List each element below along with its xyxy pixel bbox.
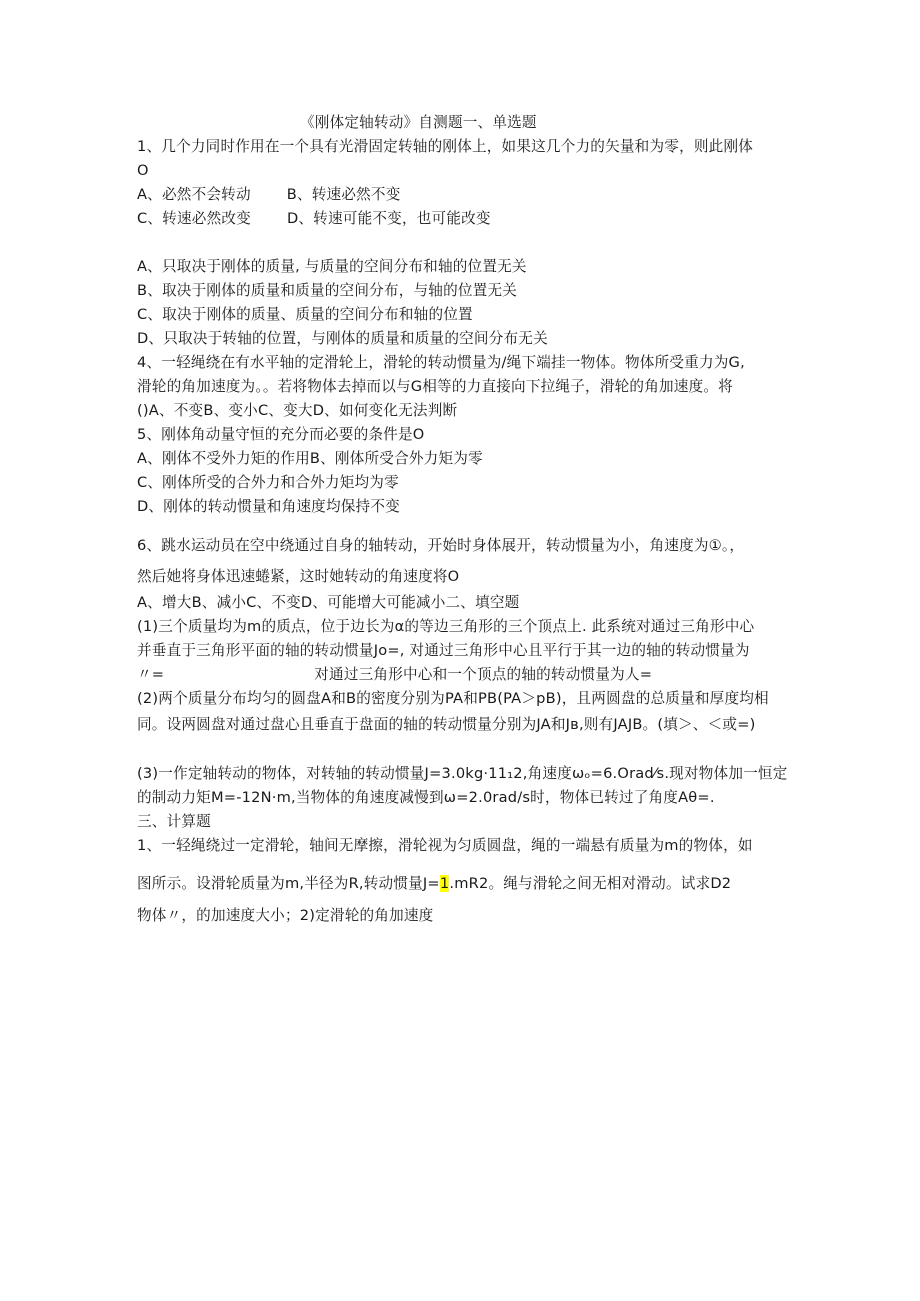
q5-option-c: C、刚体所受的合外力和合外力矩均为零	[137, 474, 399, 491]
q3-option-a: A、只取决于刚体的质量, 与质量的空间分布和轴的位置无关	[137, 258, 527, 275]
fill2-line-2: 同。设两圆盘对通过盘心且垂直于盘面的轴的转动惯量分别为JA和Jв,则有JAJB。(填＞、＜或=)	[137, 716, 756, 733]
fill1-line-2: 并垂直于三角形平面的轴的转动惯量Jo=, 对通过三角形中心且平行于其一边的轴的转动惯量为	[137, 642, 750, 659]
q5-option-d: D、刚体的转动惯量和角速度均保持不变	[137, 498, 400, 515]
calc1-line-2-post: .mR2。绳与滑轮之间无相对滑动。试求D2	[449, 875, 732, 892]
q4-line-3: ()A、不变B、变小C、变大D、如何变化无法判断	[137, 402, 458, 419]
q5-options-ab: A、刚体不受外力矩的作用B、刚体所受合外力矩为零	[137, 450, 483, 467]
q4-line-1: 4、一轻绳绕在有水平轴的定滑轮上，滑轮的转动惯量为/绳下端挂一物体。物体所受重力为G,	[137, 354, 745, 371]
q4-line-2: 滑轮的角加速度为。。若将物体去掉而以与G相等的力直接向下拉绳子，滑轮的角加速度。将	[137, 378, 733, 395]
q1-options-ab	[137, 185, 401, 205]
q1-options-cd	[137, 209, 491, 229]
q6-line-3: A、增大B、减小C、不变D、可能增大可能减小二、填空题	[137, 594, 520, 611]
fill3-line-1: (3)一作定轴转动的物体，对转轴的转动惯量J=3.0kg·11₁2,角速度ωₒ=6.Orad⁄s.现对物体加一恒定	[137, 765, 788, 782]
section-3-title: 三、计算题	[137, 813, 211, 830]
q6-line-1: 6、跳水运动员在空中绕通过自身的轴转动，开始时身体展开，转动惯量为小，角速度为①。，	[137, 537, 745, 554]
q3-option-c: C、取决于刚体的质量、质量的空间分布和轴的位置	[137, 306, 473, 323]
fill1-line-3-tail: 对通过三角形中心和一个顶点的轴的转动惯量为人=	[314, 666, 653, 683]
q6-line-2: 然后她将身体迅速蜷紧，这时她转动的角速度将O	[137, 568, 460, 585]
calc1-line-2	[137, 874, 731, 894]
q1-stem: 1、几个力同时作用在一个具有光滑固定转轴的刚体上，如果这几个力的矢量和为零，则此刚体	[137, 138, 754, 155]
fill3-line-2: 的制动力矩M=-12N·m,当物体的角速度减慢到ω=2.0rad/s时，物体已转过了角度Aθ=.	[137, 789, 715, 806]
q3-option-d: D、只取决于转轴的位置，与刚体的质量和质量的空间分布无关	[137, 330, 548, 347]
q1-option-d: D、转速可能不变，也可能改变	[286, 210, 491, 227]
q1-paren: O	[137, 162, 149, 179]
fill1-line-3	[137, 665, 652, 685]
calc1-line-2-pre: 图所示。设滑轮质量为m,半径为R,转动惯量J=	[137, 875, 440, 892]
q1-option-c: C、转速必然改变	[137, 210, 251, 227]
fill1-blank-label: 〃=	[137, 666, 165, 683]
q5-stem: 5、刚体角动量守恒的充分而必要的条件是O	[137, 426, 425, 443]
fill2-line-1: (2)两个质量分布均匀的圆盘A和B的密度分别为PA和PB(PA＞pB)，且两圆盘的总质量和厚度均相	[137, 690, 769, 707]
calc1-line-1: 1、一轻绳绕过一定滑轮，轴间无摩擦，滑轮视为匀质圆盘，绳的一端悬有质量为m的物体，如	[137, 837, 753, 854]
fill1-line-1: (1)三个质量均为m的质点，位于边长为α的等边三角形的三个顶点上. 此系统对通过三角形中心	[137, 618, 755, 635]
q3-option-b: B、取决于刚体的质量和质量的空间分布，与轴的位置无关	[137, 282, 518, 299]
highlighted-text: 1	[439, 875, 450, 892]
document-title: 《刚体定轴转动》自测题一、单选题	[300, 114, 537, 131]
calc1-line-3: 物体〃，的加速度大小；2)定滑轮的角加速度	[137, 907, 434, 924]
q1-option-b: B、转速必然不变	[286, 186, 401, 203]
q1-option-a: A、必然不会转动	[137, 186, 251, 203]
